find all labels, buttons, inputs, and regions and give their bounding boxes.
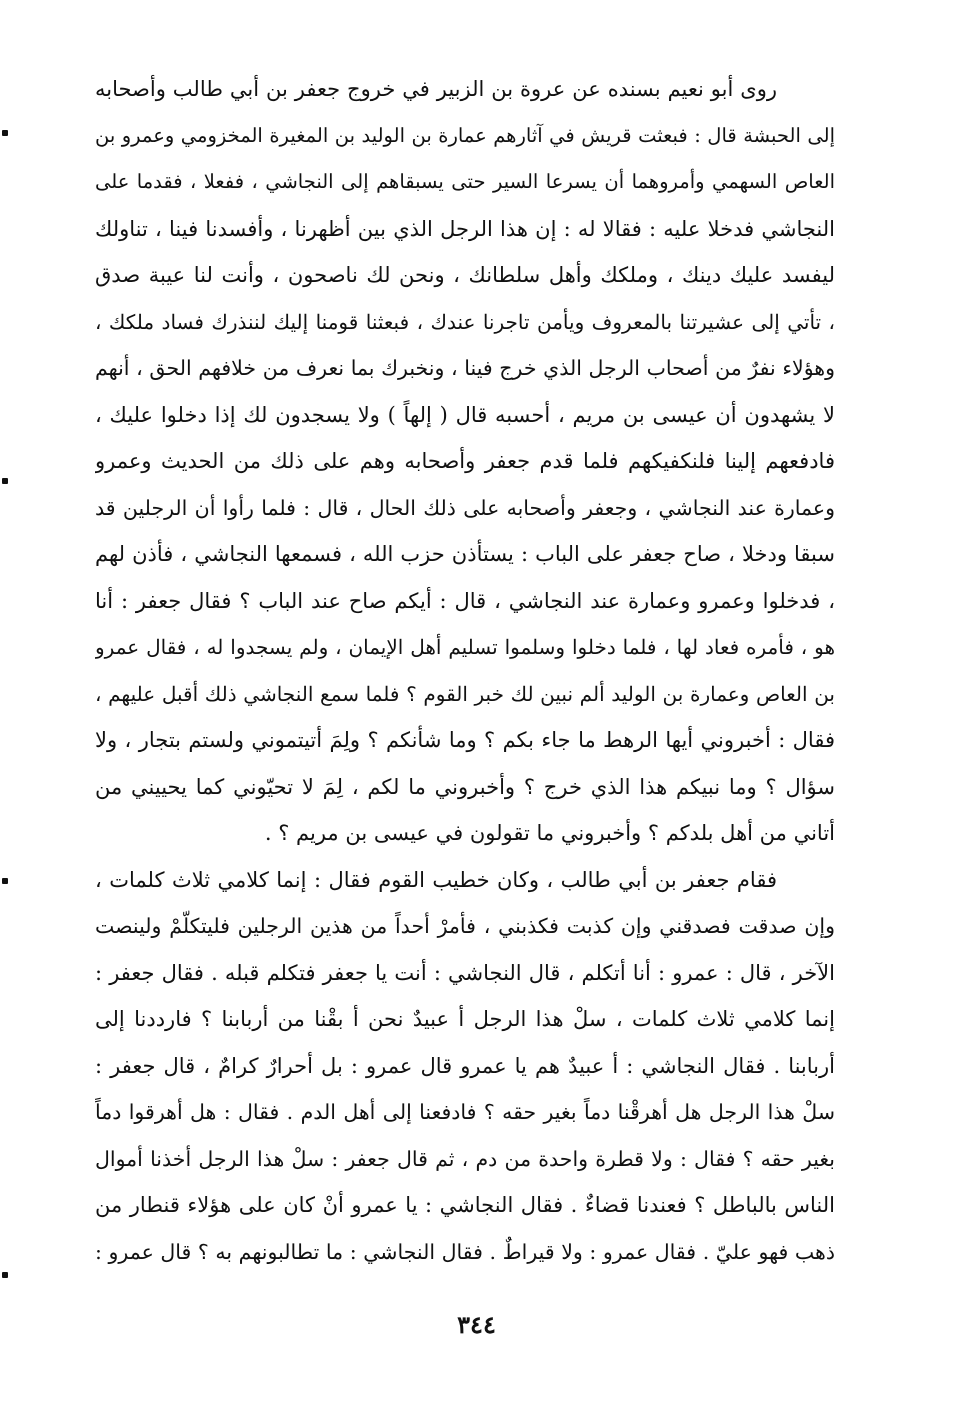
text-line: العاص السهمي وأمروهما أن يسرعا السير حتى يسبقاهم إلى النجاشي ، ففعلا ، فقدما على [95,170,835,193]
text-line: ، فدخلوا وعمرو وعمارة عند النجاشي ، قال : أيكم صاح عند الباب ؟ فقال جعفر : أنا [95,588,835,613]
text-line: الآخر ، قال : عمرو : أنا أتكلم ، قال النجاشي : أنت يا جعفر فتكلم قبله . فقال جعفر : [95,960,835,985]
text-line: إلى الحبشة قال : فبعثت قريش في آثارهم عمارة بن الوليد بن المغيرة المخزومي وعمرو بن [95,123,835,147]
margin-mark [2,478,8,484]
margin-mark [2,1272,8,1278]
text-line: الناس بالباطل ؟ فعندنا قضاءٌ . فقال النجاشي : يا عمرو أنْ كان على هؤلاء قنطار من [95,1193,835,1217]
text-line: هو ، فأمره فعاد لها ، فلما دخلوا وسلموا تسليم أهل الإيمان ، ولم يسجدوا له ، فقال عمرو [95,635,835,659]
text-line: ليفسد عليك دينك ، وملكك وأهل سلطانك ، ونحن لك ناصحون ، وأنت لنا عيبة صدق [95,263,835,287]
text-line: لا يشهدون أن عيسى بن مريم ، أحسبه قال ( إلهاً ) ولا يسجدون لك إذا دخلوا عليك ، [95,402,835,427]
text-line: بن العاص وعمارة بن الوليد ألم نبين لك خبر القوم ؟ فلما سمع النجاشي ذلك أقبل عليهم ، [95,681,835,706]
text-line: وهؤلاء نفرٌ من أصحاب الرجل الذي خرج فينا ، ونخبرك بما نعرف من خلافهم الحق ، أنهم [95,356,835,380]
text-line: وإن صدقت فصدقني وإن كذبت فكذبني ، فأمرْ أحداً من هذين الرجلين فليتكلّمْ ولينصت [95,914,835,938]
text-line: فقام جعفر بن أبي طالب ، وكان خطيب القوم فقال : إنما كلامي ثلاث كلمات ، [95,867,777,892]
text-line: النجاشي فدخلا عليه : فقالا له : إن هذا الرجل الذي بين أظهرنا ، وأفسدنا فينا ، تناولك [95,216,835,241]
text-line: ، تأتي إلى عشيرتنا بالمعروف ويأمن تاجرنا عندك ، فبعثنا قومنا إليك لننذرك فساد ملكك ، [95,309,835,334]
text-line: إنما كلامي ثلاث كلمات ، سلْ هذا الرجل أ عبيدٌ نحن أ بقْنا من أربابنا ؟ فارددنا إلى [95,1007,835,1031]
text-line: ذهب فهو عليّ . فقال عمرو : ولا قيراطٌ . فقال النجاشي : ما تطالبونهم به ؟ قال عمرو : [95,1239,835,1264]
text-line: أتاني من أهل بلدكم ؟ وأخبروني ما تقولون في عيسى بن مريم ؟ . [264,821,835,845]
text-line: فادفعهم إلينا فلنكفيكهم فلما قدم جعفر وأصحابه وهم على ذلك من الحديث وعمرو [95,449,835,473]
text-line: سبقا ودخلا ، صاح جعفر على الباب : يستأذن حزب الله ، فسمعها النجاشي ، فأذن لهم [95,542,835,566]
text-line: روى أبو نعيم بسنده عن عروة بن الزبير في خروج جعفر بن أبي طالب وأصحابه [95,77,777,101]
text-line: فقال : أخبروني أيها الرهط ما جاء بكم ؟ وما شأنكم ؟ ولِمَ أتيتموني ولستم بتجار ، ولا [95,728,835,752]
text-line: سؤال ؟ وما نبيكم هذا الذي خرج ؟ وأخبروني ما لكم ، لِمَ لا تحيّوني كما يحييني من [95,774,835,799]
text-line: أربابنا . فقال النجاشي : أ عبيدٌ هم يا عمرو قال عمرو : بل أحرارٌ كرامٌ ، قال جعفر : [95,1053,835,1078]
margin-mark [2,878,8,884]
page-number: ٣٤٤ [457,1310,496,1339]
text-line: وعمارة عند النجاشي ، وجعفر وأصحابه على ذلك الحال ، قال : فلما رأوا أن الرجلين قد [95,495,835,520]
margin-mark [2,130,8,136]
text-line: بغير حقه ؟ فقال : ولا قطرة واحدة من دم ، ثم قال جعفر : سلْ هذا الرجل أخذنا أموال [95,1146,835,1171]
text-line: سلْ هذا الرجل هل أهرقْنا دماً بغير حقه ؟ فادفعنا إلى أهل الدم . فقال : هل أهرقوا دماً [95,1100,835,1124]
body-text [95,66,835,1275]
